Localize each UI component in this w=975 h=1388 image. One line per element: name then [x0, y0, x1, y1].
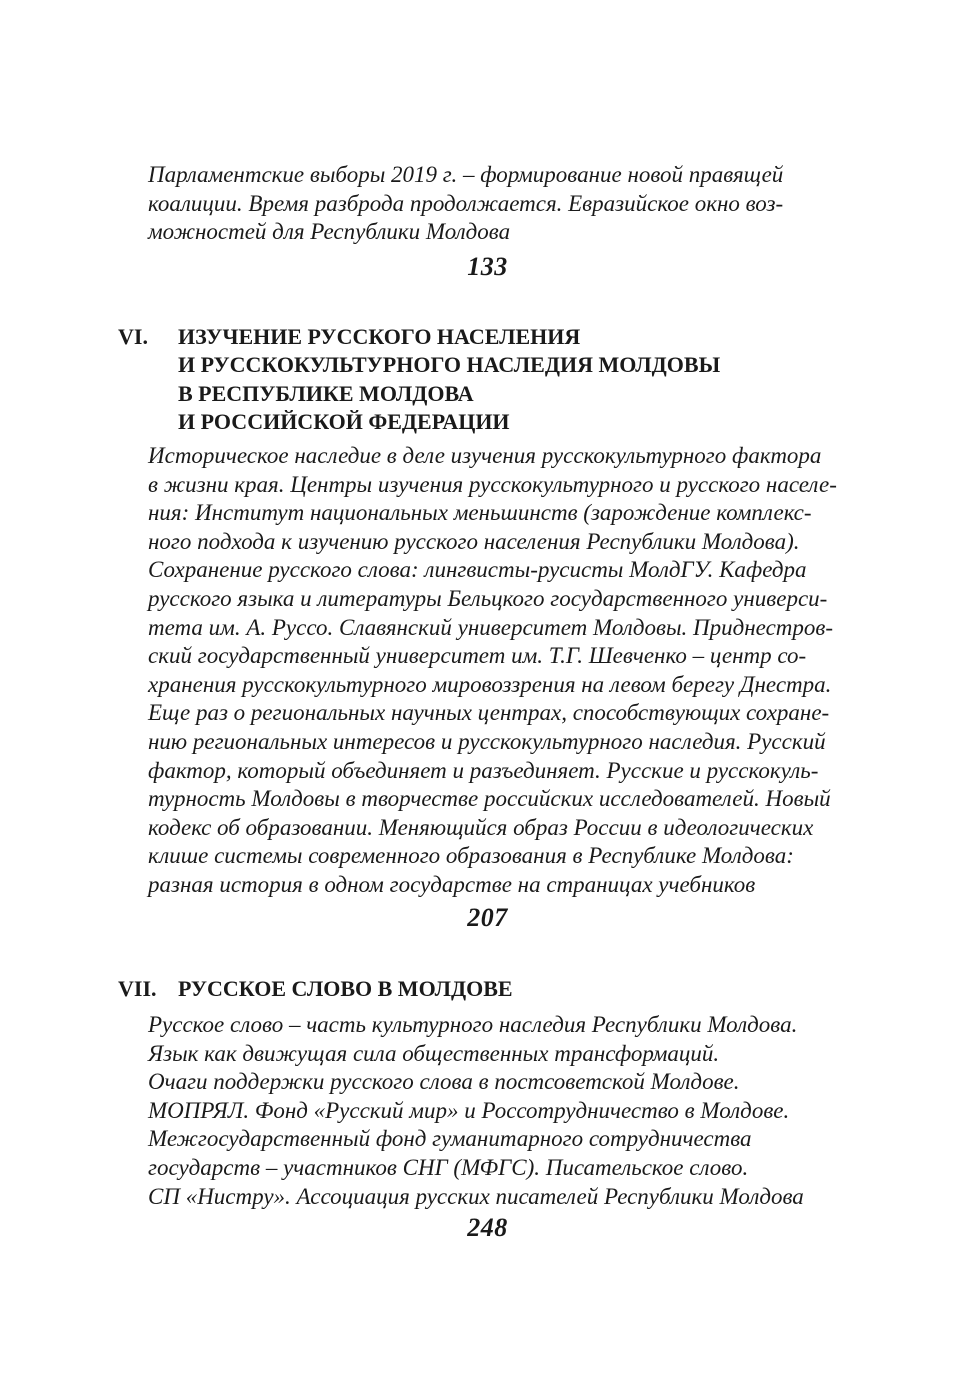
intro-line: можностей для Республики Молдова: [148, 219, 511, 245]
summary-line: хранения русскокультурного мировоззрения на левом берегу Днестра.: [148, 671, 832, 697]
intro-paragraph: [148, 161, 783, 247]
section-vi-summary: [148, 442, 837, 900]
summary-line: клише системы современного образования в Республике Молдова:: [148, 843, 794, 869]
summary-line: Очаги поддержки русского слова в постсоветской Молдове.: [148, 1069, 740, 1095]
section-title-line: ИЗУЧЕНИЕ РУССКОГО НАСЕЛЕНИЯ: [178, 324, 581, 349]
summary-line: ния: Институт национальных меньшинств (зарождение комплекс-: [148, 500, 812, 526]
intro-line: коалиции. Время разброда продолжается. Евразийское окно воз-: [148, 190, 784, 216]
summary-line: Русское слово – часть культурного наследия Республики Молдова.: [148, 1012, 798, 1037]
summary-line: государств – участников СНГ (МФГС). Писательское слово.: [148, 1154, 749, 1180]
summary-line: турность Молдовы в творчестве российских исследователей. Новый: [148, 786, 831, 812]
summary-line: Еще раз о региональных научных центрах, способствующих сохране-: [148, 700, 830, 726]
section-numeral: VII.: [118, 976, 157, 1001]
summary-line: ский государственный университет им. Т.Г. Шевченко – центр со-: [148, 643, 807, 669]
summary-line: русского языка и литературы Бельцкого государственного универси-: [148, 585, 828, 611]
summary-line: тета им. А. Руссо. Славянский университет Молдовы. Приднестров-: [148, 614, 834, 640]
section-title-line: И РОССИЙСКОЙ ФЕДЕРАЦИИ: [178, 409, 510, 435]
summary-line: кодекс об образовании. Меняющийся образ России в идеологических: [148, 814, 814, 840]
section-vii-summary: [148, 1011, 804, 1211]
section-title-line: В РЕСПУБЛИКЕ МОЛДОВА: [178, 380, 474, 406]
summary-line: нию региональных интересов и русскокультурного наследия. Русский: [148, 728, 826, 754]
summary-line: ного подхода к изучению русского населения Республики Молдова).: [148, 528, 800, 554]
summary-line: фактор, который объединяет и разъединяет. Русские и русскокуль-: [148, 757, 819, 783]
page-number-133: 133: [467, 252, 508, 281]
summary-line: разная история в одном государстве на страницах учебников: [148, 871, 756, 897]
summary-line: Сохранение русского слова: лингвисты-русисты МолдГУ. Кафедра: [148, 557, 807, 583]
summary-line: СП «Нистру». Ассоциация русских писателей Республики Молдова: [148, 1183, 804, 1209]
summary-line: Язык как движущая сила общественных трансформаций.: [148, 1040, 720, 1066]
section-title-line: И РУССКОКУЛЬТУРНОГО НАСЛЕДИЯ МОЛДОВЫ: [178, 352, 721, 378]
summary-line: Межгосударственный фонд гуманитарного сотрудничества: [148, 1126, 752, 1152]
page-number-207: 207: [467, 903, 508, 932]
page-number-248: 248: [467, 1213, 508, 1242]
summary-line: в жизни края. Центры изучения русскокультурного и русского населе-: [148, 471, 837, 497]
intro-line: Парламентские выборы 2019 г. – формирование новой правящей: [148, 162, 784, 187]
summary-line: Историческое наследие в деле изучения русскокультурного фактора: [148, 443, 822, 468]
section-title-line: РУССКОЕ СЛОВО В МОЛДОВЕ: [178, 976, 513, 1001]
section-numeral: VI.: [118, 324, 148, 349]
summary-line: МОПРЯЛ. Фонд «Русский мир» и Россотрудничество в Молдове.: [148, 1097, 790, 1123]
